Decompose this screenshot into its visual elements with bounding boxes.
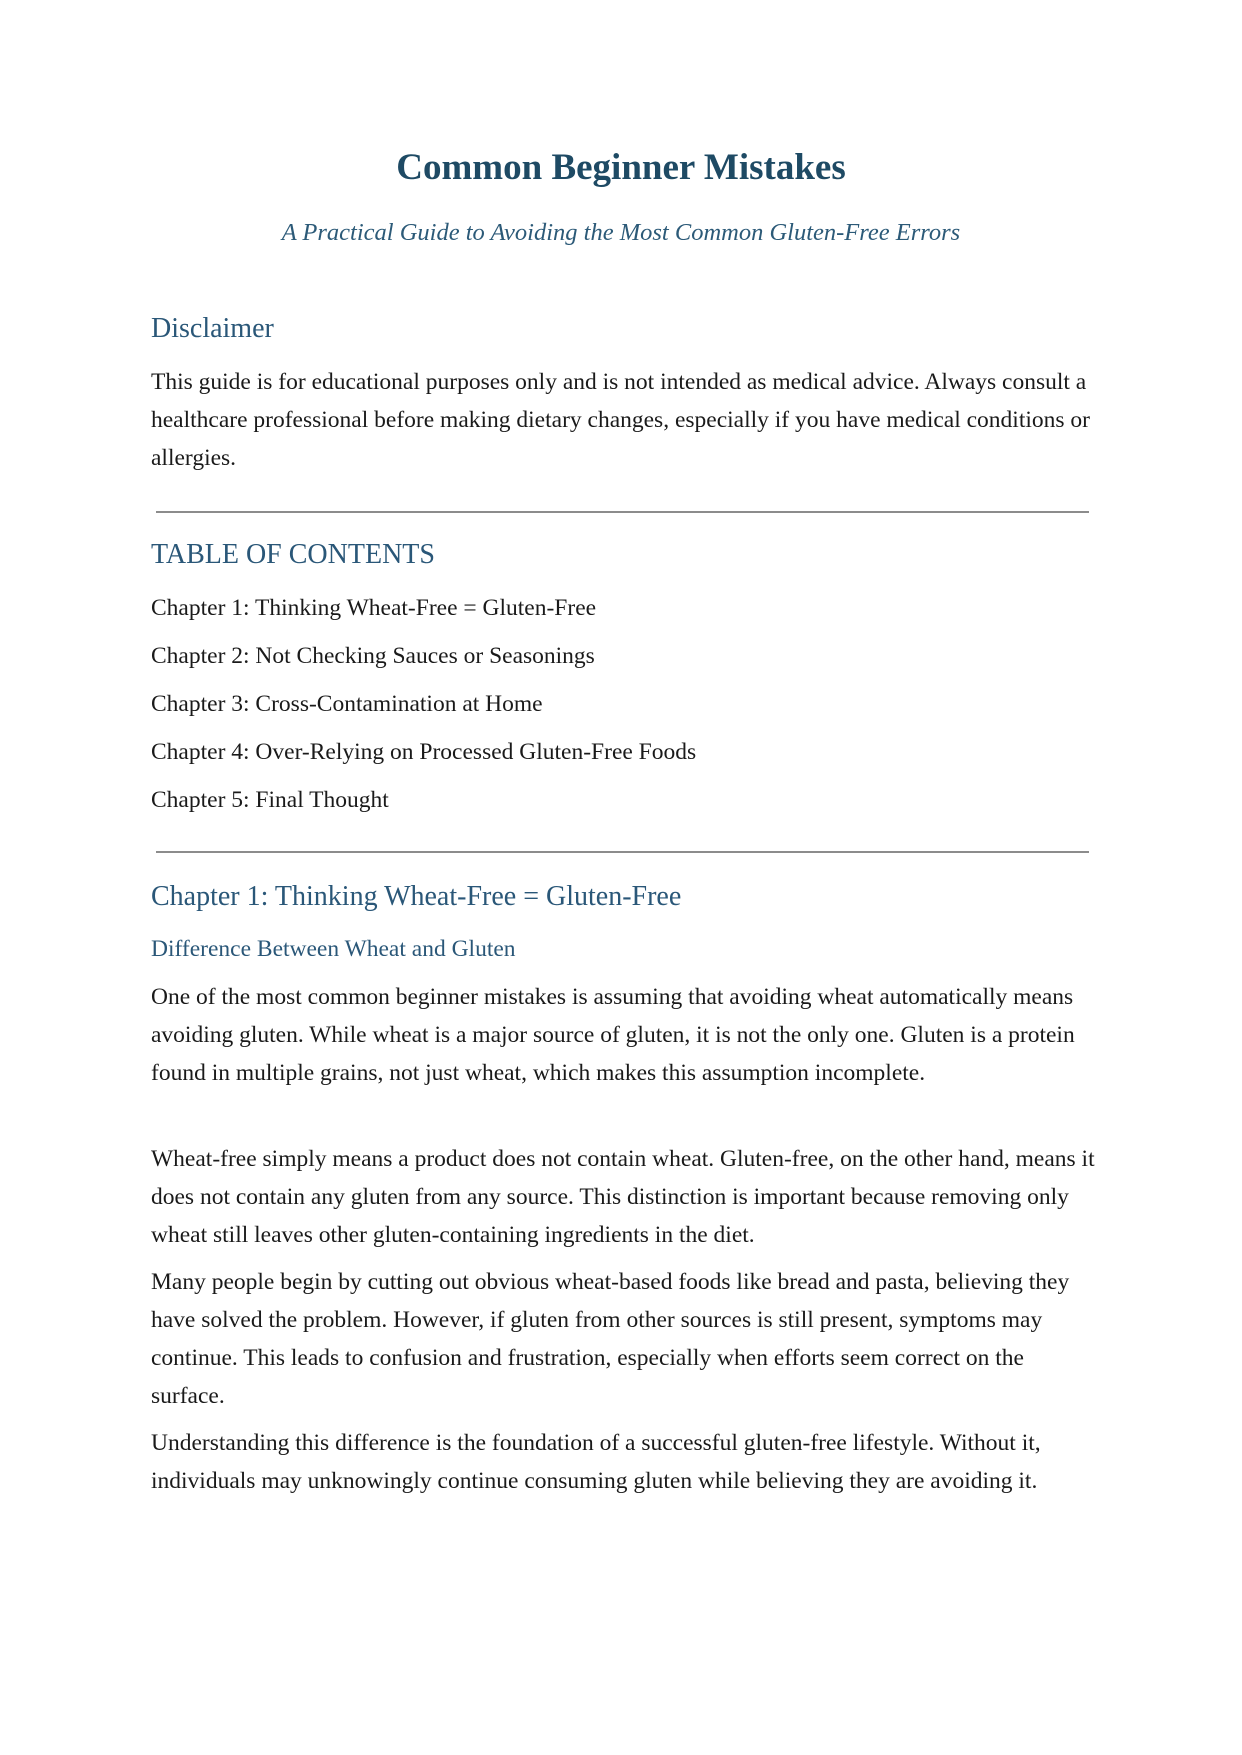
section-divider [156,851,1089,853]
disclaimer-heading: Disclaimer [151,313,274,344]
chapter-1-paragraph: Understanding this difference is the foundation of a successful gluten-free lifestyle. Without it, individuals may unknowingly continue consuming gluten while believing they are avoiding it. [151,1430,1041,1494]
toc-item-chapter-4: Chapter 4: Over-Relying on Processed Gluten-Free Foods [151,739,697,765]
chapter-1-heading: Chapter 1: Thinking Wheat-Free = Gluten-Free [151,881,682,912]
toc-item-chapter-5: Chapter 5: Final Thought [151,787,389,813]
chapter-1-paragraph: Wheat-free simply means a product does not contain wheat. Gluten-free, on the other hand, means it does not contain any gluten from any source. This distinction is important because removing only wheat still leaves other gluten-containing ingredients in the diet. [151,1146,1095,1248]
toc-item-chapter-2: Chapter 2: Not Checking Sauces or Seasonings [151,643,595,669]
toc-item-chapter-1: Chapter 1: Thinking Wheat-Free = Gluten-Free [151,595,597,621]
chapter-1-paragraph: One of the most common beginner mistakes is assuming that avoiding wheat automatically means avoiding gluten. While wheat is a major source of gluten, it is not the only one. Gluten is a protein found in multiple grains, not just wheat, which makes this assumption incomplete. [151,984,1075,1086]
chapter-1-subheading: Difference Between Wheat and Gluten [151,936,516,962]
toc-item-chapter-3: Chapter 3: Cross-Contamination at Home [151,691,543,717]
section-divider [156,511,1089,513]
chapter-1-paragraph: Many people begin by cutting out obvious wheat-based foods like bread and pasta, believing they have solved the problem. However, if gluten from other sources is still present, symptoms may continue. This leads to confusion and frustration, especially when efforts seem correct on the surface. [151,1269,1070,1409]
disclaimer-text: This guide is for educational purposes only and is not intended as medical advice. Always consult a healthcare professional before making dietary changes, especially if you have medical conditions or allergies. [151,369,1090,471]
document-title: Common Beginner Mistakes [396,147,846,188]
document-subtitle: A Practical Guide to Avoiding the Most Common Gluten-Free Errors [281,219,961,246]
toc-heading: TABLE OF CONTENTS [151,539,435,570]
